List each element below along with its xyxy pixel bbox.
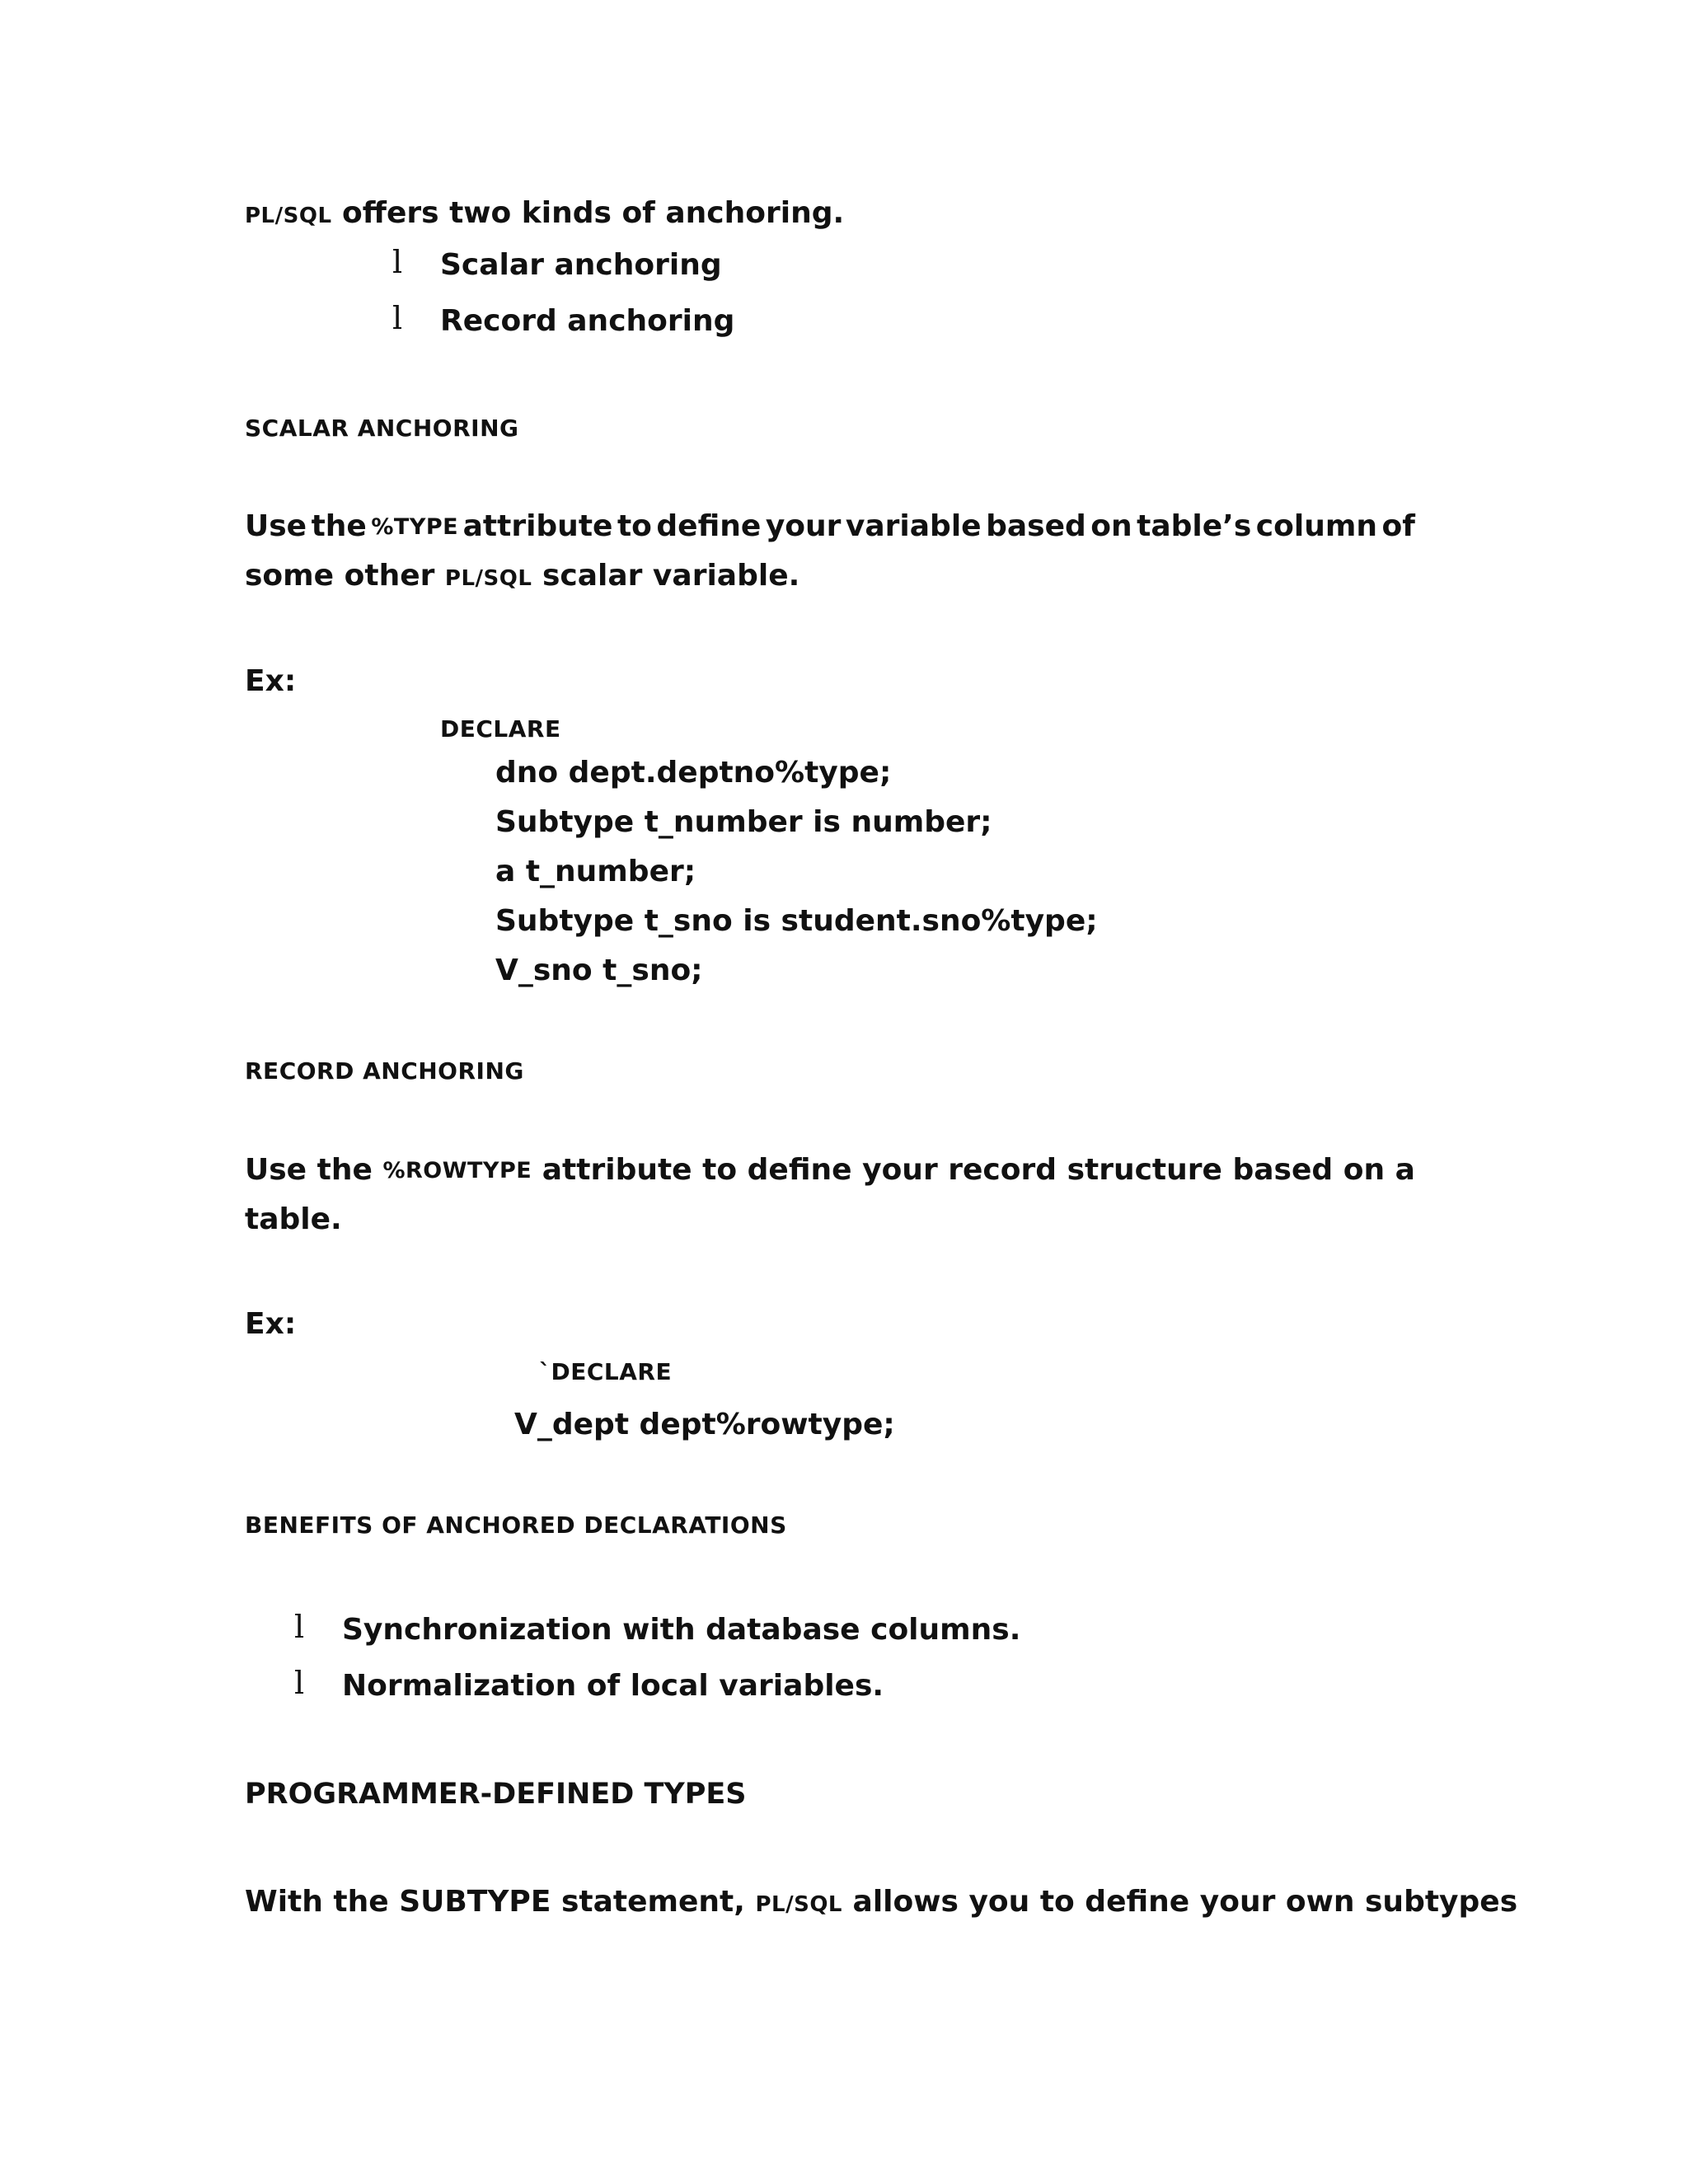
plsql-smallcaps: PL/SQL [245,204,332,228]
word: column [1255,509,1377,543]
code-line: V_dept dept%rowtype; [514,1408,895,1441]
section-heading-record: RECORD ANCHORING [245,1057,524,1085]
list-item: Scalar anchoring [440,248,722,282]
word: structure [1067,1153,1222,1187]
word: the [316,1153,373,1187]
word: to [702,1153,738,1187]
paragraph-line [245,559,799,593]
plsql-smallcaps: PL/SQL [755,1892,842,1917]
section-heading-scalar: SCALAR ANCHORING [245,415,519,442]
paragraph-line [245,509,1415,543]
text-span: scalar variable. [532,559,800,593]
section-heading-programmer-types: PROGRAMMER-DEFINED TYPES [245,1778,747,1811]
code-line: a t_number; [495,855,696,888]
intro-text: offers two kinds of anchoring. [331,196,845,230]
word: to [617,509,652,543]
code-line: V_sno t_sno; [495,954,703,987]
word: define [747,1153,852,1187]
word: table’s [1137,509,1252,543]
word: Use [245,509,307,543]
word-smallcaps: %ROWTYPE [382,1158,532,1183]
intro-line [245,196,844,230]
word: define [656,509,762,543]
word: on [1090,509,1132,543]
word: based [986,509,1086,543]
code-keyword-declare: `DECLARE [539,1358,673,1385]
word: the [311,509,367,543]
list-item: Synchronization with database columns. [342,1613,1021,1647]
text-span: some other [245,559,445,593]
word: based [1232,1153,1334,1187]
word: of [1381,509,1415,543]
paragraph-line [245,1153,1415,1187]
word: on [1343,1153,1386,1187]
example-label: Ex: [245,664,297,698]
code-keyword-declare: DECLARE [440,715,561,743]
word: Use [245,1153,307,1187]
bullet-icon: l [392,244,403,280]
word: a [1395,1153,1415,1187]
word: your [765,509,842,543]
text-span: With the SUBTYPE statement, [245,1885,756,1919]
example-label: Ex: [245,1307,297,1341]
bullet-icon: l [294,1665,305,1701]
list-item: Record anchoring [440,304,735,338]
code-line: Subtype t_number is number; [495,805,992,839]
paragraph-line [245,1885,1517,1919]
word-smallcaps: %TYPE [371,514,459,540]
bullet-icon: l [392,300,403,336]
plsql-smallcaps: PL/SQL [444,566,532,591]
word: attribute [542,1153,692,1187]
word: variable [845,509,982,543]
code-line: dno dept.deptno%type; [495,756,892,790]
word: your [862,1153,938,1187]
paragraph-line: table. [245,1202,342,1236]
word: record [948,1153,1057,1187]
list-item: Normalization of local variables. [342,1669,884,1703]
word: attribute [462,509,613,543]
bullet-icon: l [294,1609,305,1645]
text-span: allows you to define your own subtypes [842,1885,1518,1919]
code-line: Subtype t_sno is student.sno%type; [495,904,1098,938]
section-heading-benefits: BENEFITS OF ANCHORED DECLARATIONS [245,1511,787,1539]
